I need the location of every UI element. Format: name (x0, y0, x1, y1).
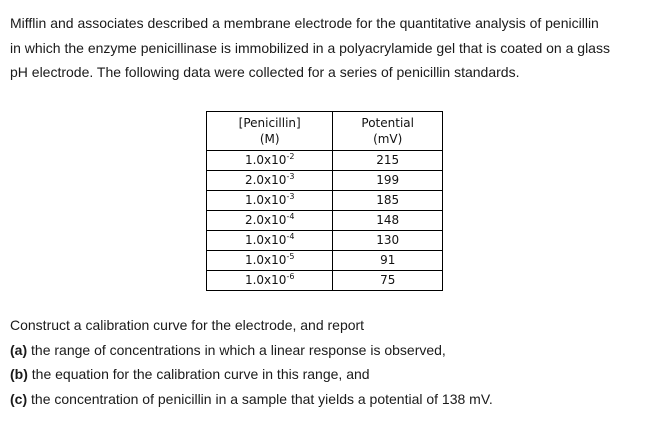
potential-header-label: Potential (361, 116, 414, 130)
concentration-cell (207, 271, 333, 291)
table-row (207, 191, 443, 211)
table-row (207, 231, 443, 251)
concentration-mantissa: 2.0x10 (244, 173, 287, 187)
table-row (207, 271, 443, 291)
potential-header (333, 112, 443, 151)
part-text: the range of concentrations in which a linear response is observed, (27, 341, 446, 358)
concentration-header-label: [Penicillin] (238, 116, 301, 130)
task-list (10, 313, 493, 411)
potential-cell: 148 (333, 211, 443, 231)
concentration-mantissa: 1.0x10 (244, 153, 287, 167)
concentration-cell (207, 171, 333, 191)
table-row (207, 171, 443, 191)
potential-cell: 185 (333, 191, 443, 211)
concentration-mantissa: 2.0x10 (244, 213, 287, 227)
potential-header-unit: (mV) (373, 132, 403, 146)
part-label: (b) (10, 366, 28, 382)
concentration-cell (207, 151, 333, 171)
penicillin-standards-table (206, 111, 443, 291)
concentration-cell (207, 251, 333, 271)
part-text: the equation for the calibration curve in this range, and (27, 366, 370, 382)
intro-line: Mifflin and associates described a membrane electrode for the quantitative analysis of penicillin (10, 15, 599, 31)
concentration-header-unit: (M) (259, 132, 280, 146)
concentration-exponent: -5 (286, 252, 295, 261)
concentration-exponent: -4 (286, 212, 295, 221)
concentration-mantissa: 1.0x10 (244, 273, 287, 287)
task-part-b (10, 362, 493, 387)
potential-cell: 130 (333, 231, 443, 251)
intro-line: pH electrode. The following data were collected for a series of penicillin standards. (10, 64, 520, 80)
concentration-mantissa: 1.0x10 (244, 193, 287, 207)
potential-cell: 215 (333, 151, 443, 171)
intro-line: in which the enzyme penicillinase is immobilized in a polyacrylamide gel that is coated on a glass (10, 39, 610, 56)
concentration-cell (207, 191, 333, 211)
part-label: (c) (10, 390, 28, 407)
concentration-exponent: -2 (286, 152, 295, 161)
part-label: (a) (10, 341, 28, 358)
concentration-cell (207, 231, 333, 251)
part-text: the concentration of penicillin in a sample that yields a potential of 138 mV. (27, 390, 493, 407)
concentration-mantissa: 1.0x10 (244, 233, 287, 247)
table-body (207, 151, 443, 291)
task-part-c (10, 387, 493, 412)
table-header-row (207, 112, 443, 151)
concentration-exponent: -6 (286, 272, 295, 281)
potential-cell: 199 (333, 171, 443, 191)
table-row (207, 211, 443, 231)
potential-cell: 75 (333, 271, 443, 291)
concentration-cell (207, 211, 333, 231)
table-row (207, 251, 443, 271)
concentration-header (207, 112, 333, 151)
concentration-exponent: -4 (286, 232, 295, 241)
concentration-exponent: -3 (286, 192, 295, 201)
task-part-a (10, 338, 493, 363)
concentration-exponent: -3 (286, 172, 295, 181)
table-row (207, 151, 443, 171)
concentration-mantissa: 1.0x10 (244, 253, 287, 267)
problem-intro (10, 11, 642, 85)
instruction-text: Construct a calibration curve for the electrode, and report (10, 317, 365, 333)
potential-cell: 91 (333, 251, 443, 271)
